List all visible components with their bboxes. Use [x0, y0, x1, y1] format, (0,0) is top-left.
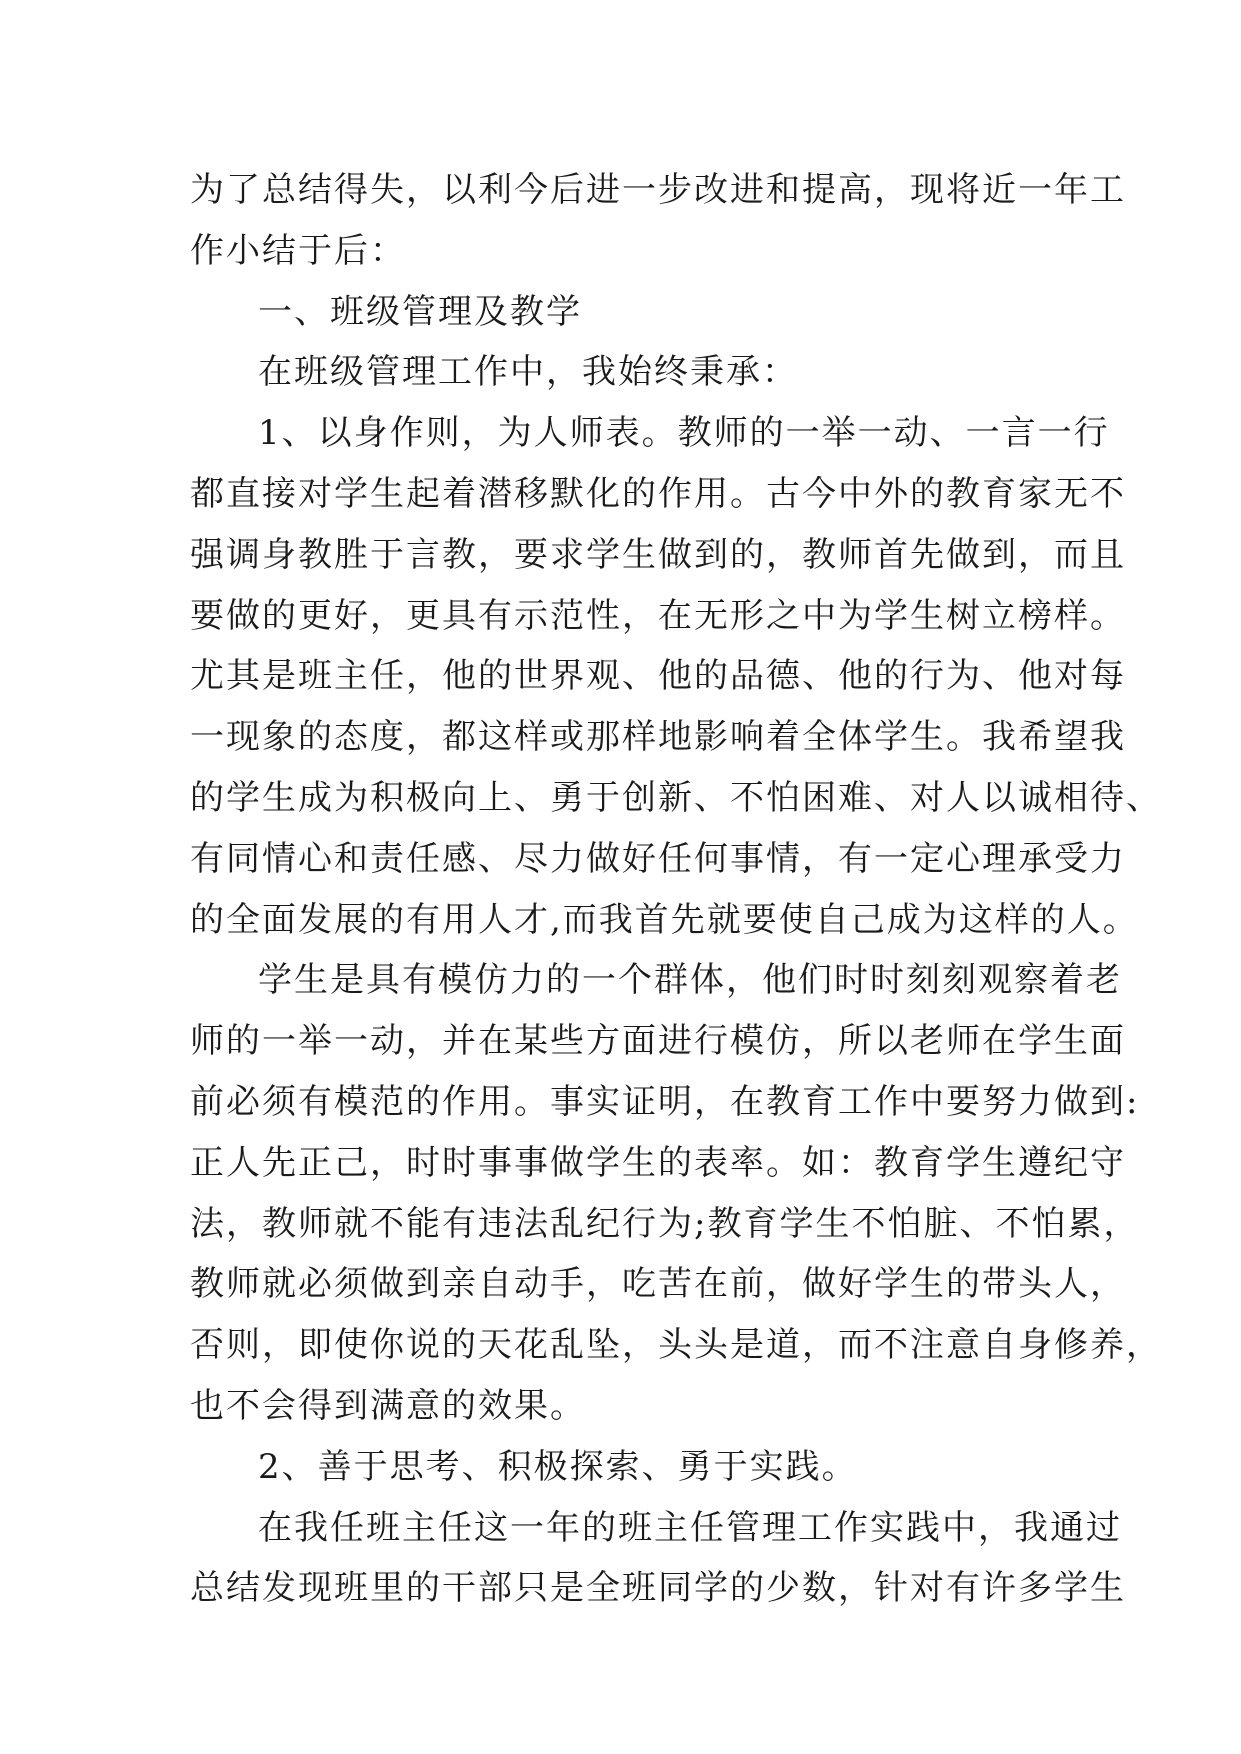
text-line: 学生是具有模仿力的一个群体，他们时时刻刻观察着老 — [258, 960, 1122, 1001]
text-line: 前必须有模范的作用。事实证明，在教育工作中要努力做到: — [190, 1081, 1140, 1122]
text-line: 都直接对学生起着潜移默化的作用。古今中外的教育家无不 — [190, 473, 1126, 514]
text-line: 的学生成为积极向上、勇于创新、不怕困难、对人以诚相待、 — [190, 777, 1162, 818]
document-body — [190, 160, 1162, 1619]
text-line: 总结发现班里的干部只是全班同学的少数，针对有许多学生 — [190, 1568, 1126, 1609]
text-line: 要做的更好，更具有示范性，在无形之中为学生树立榜样。 — [190, 595, 1126, 636]
text-line: 为了总结得失，以利今后进一步改进和提高，现将近一年工 — [190, 170, 1126, 210]
text-line: 一现象的态度，都这样或那样地影响着全体学生。我希望我 — [190, 717, 1126, 758]
text-line: 在班级管理工作中，我始终秉承： — [258, 352, 798, 393]
text-line: 尤其是班主任，他的世界观、他的品德、他的行为、他对每 — [190, 656, 1126, 697]
text-line: 在我任班主任这一年的班主任管理工作实践中，我通过 — [258, 1507, 1122, 1548]
text-line: 正人先正己，时时事事做学生的表率。如：教育学生遵纪守 — [190, 1142, 1126, 1183]
text-line: 师的一举一动，并在某些方面进行模仿，所以老师在学生面 — [190, 1021, 1126, 1062]
text-line: 1、以身作则，为人师表。教师的一举一动、一言一行 — [258, 413, 1110, 454]
text-line: 2、善于思考、积极探索、勇于实践。 — [258, 1446, 858, 1487]
text-line: 有同情心和责任感、尽力做好任何事情，有一定心理承受力 — [190, 838, 1126, 879]
text-line: 否则，即使你说的天花乱坠，头头是道，而不注意自身修养， — [190, 1325, 1162, 1366]
section-heading: 一、班级管理及教学 — [258, 291, 582, 332]
text-line: 也不会得到满意的效果。 — [190, 1385, 586, 1426]
text-line: 强调身教胜于言教，要求学生做到的，教师首先做到，而且 — [190, 534, 1126, 575]
text-line: 作小结于后： — [190, 230, 406, 271]
text-line: 法，教师就不能有违法乱纪行为;教育学生不怕脏、不怕累， — [190, 1203, 1140, 1244]
text-line: 的全面发展的有用人才,而我首先就要使自己成为这样的人。 — [190, 899, 1139, 940]
text-line: 教师就必须做到亲自动手，吃苦在前，做好学生的带头人， — [190, 1264, 1126, 1305]
